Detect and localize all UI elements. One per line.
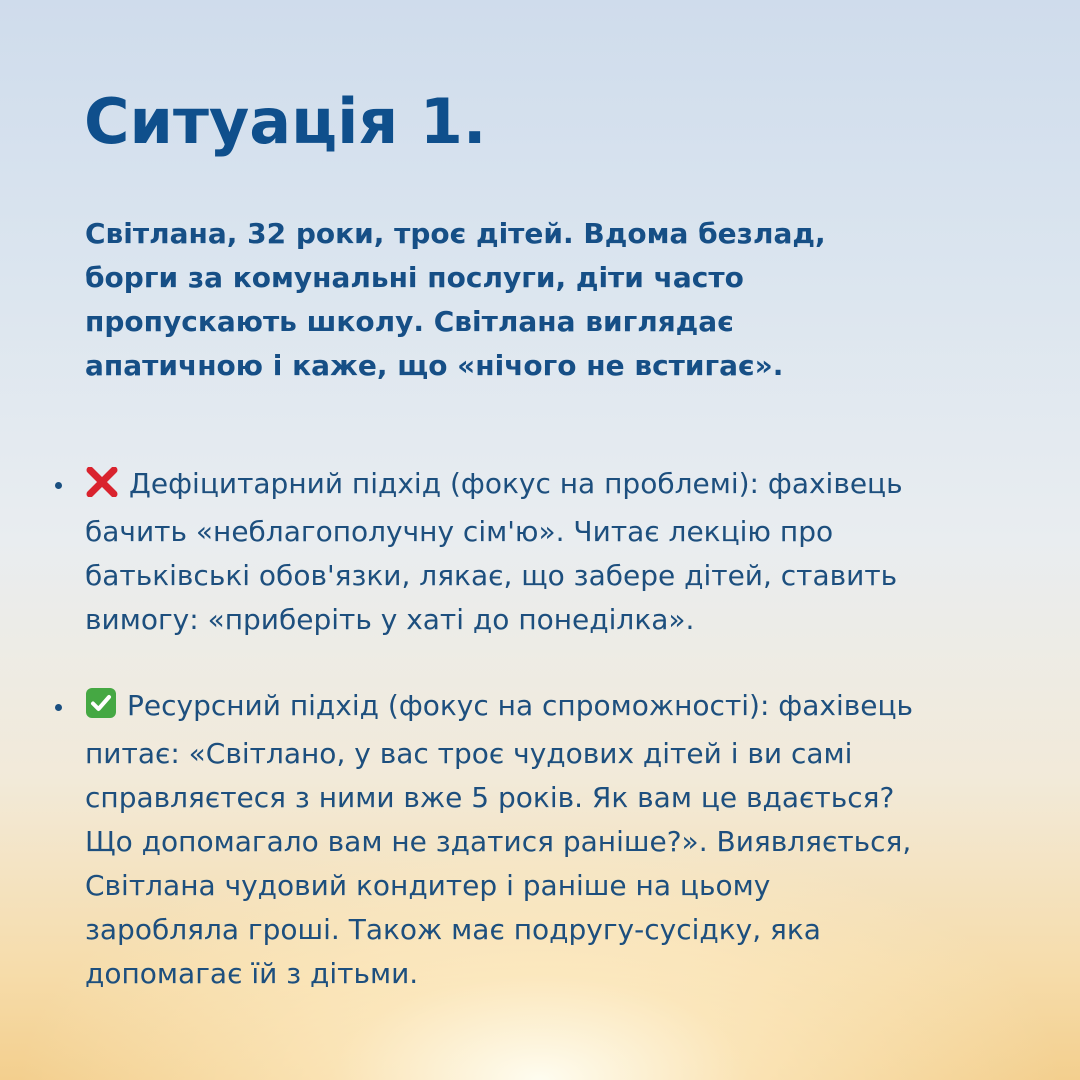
intro-line: апатичною і каже, що «нічого не встигає».: [85, 349, 784, 382]
list-item-line-text: Ресурсний підхід (фокус на спроможності): фахівець: [127, 689, 914, 722]
list-item-line: допомагає їй з дітьми.: [85, 957, 419, 990]
list-item-line: Світлана чудовий кондитер і раніше на цьому: [85, 869, 771, 902]
list-item-line: вимогу: «приберіть у хаті до понеділка».: [85, 603, 695, 636]
list-item-line-text: Дефіцитарний підхід (фокус на проблемі): фахівець: [129, 467, 903, 500]
list-item-line: справляєтеся з ними вже 5 років. Як вам це вдається?: [85, 781, 895, 814]
list-item-text: [85, 462, 1045, 642]
intro-line: борги за комунальні послуги, діти часто: [85, 261, 744, 294]
intro-line: пропускають школу. Світлана виглядає: [85, 305, 734, 338]
page-title: Ситуація 1.: [84, 85, 487, 158]
list-item-text: [85, 684, 1045, 996]
list-item-line: Що допомагало вам не здатися раніше?». Виявляється,: [85, 825, 912, 858]
list-item-line: батьківські обов'язки, лякає, що забере дітей, ставить: [85, 559, 898, 592]
intro-line: Світлана, 32 роки, троє дітей. Вдома безлад,: [85, 217, 826, 250]
list-item-line: [85, 462, 1045, 510]
check-mark-button-icon: [85, 687, 117, 732]
bullet-dot: [55, 482, 62, 489]
list-item-line: заробляла гроші. Також має подругу-сусідку, яка: [85, 913, 821, 946]
list-item-line: бачить «неблагополучну сім'ю». Читає лекцію про: [85, 515, 834, 548]
list-item-line: [85, 684, 1045, 732]
cross-mark-icon: [85, 466, 119, 510]
bullet-dot: [55, 704, 62, 711]
list-item-line: питає: «Світлано, у вас троє чудових дітей і ви самі: [85, 737, 853, 770]
intro-paragraph: [85, 212, 985, 388]
